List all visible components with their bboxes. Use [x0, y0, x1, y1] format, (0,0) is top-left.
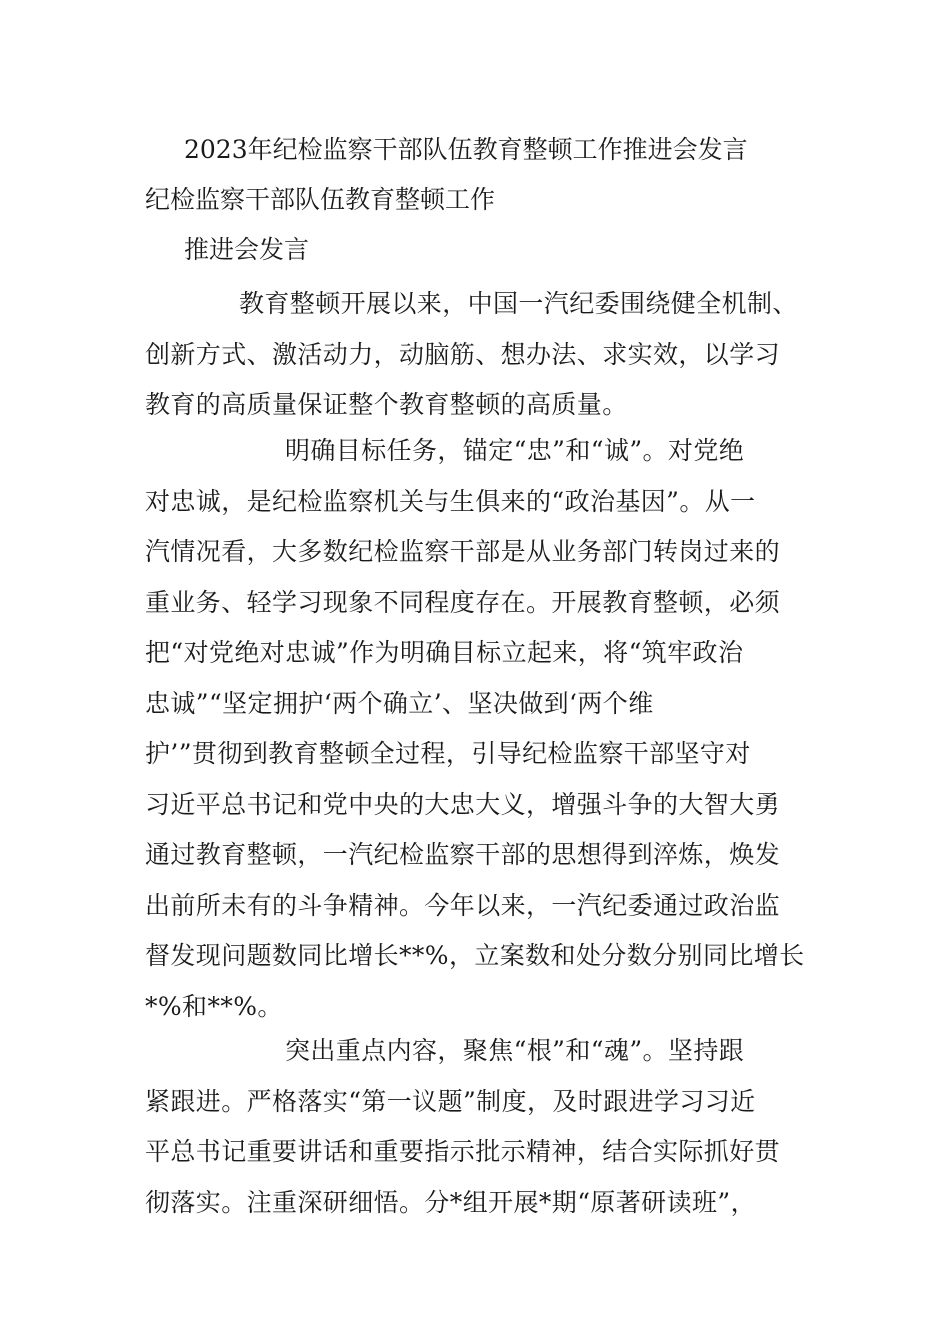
paragraph-line: 通过教育整顿，一汽纪检监察干部的思想得到淬炼，焕发	[145, 840, 781, 869]
paragraph-line: 督发现问题数同比增长**%，立案数和处分数分别同比增长	[145, 941, 805, 970]
paragraph-line: 出前所未有的斗争精神。今年以来，一汽纪委通过政治监	[145, 890, 781, 920]
document-subtitle-line-1: 纪检监察干部队伍教育整顿工作	[145, 185, 496, 214]
paragraph-line: 创新方式、激活动力，动脑筋、想办法、求实效，以学习	[145, 339, 781, 369]
paragraph-intro	[145, 279, 807, 431]
paragraph-line: 彻落实。注重深研细悟。分*组开展*期“原著研读班”，	[145, 1187, 756, 1217]
paragraph-line: 明确目标任务，锚定“忠”和“诚”。对党绝	[285, 436, 745, 465]
paragraph-goals	[145, 426, 807, 1032]
paragraph-focus	[145, 1026, 807, 1228]
paragraph-line: 紧跟进。严格落实“第一议题”制度，及时跟进学习习近	[145, 1086, 756, 1116]
paragraph-line: 突出重点内容，聚焦“根”和“魂”。坚持跟	[285, 1036, 745, 1065]
document-title: 2023年纪检监察干部队伍教育整顿工作推进会发言	[184, 135, 748, 164]
paragraph-line: 对忠诚，是纪检监察机关与生俱来的“政治基因”。从一	[145, 486, 756, 516]
paragraph-line: 教育的高质量保证整个教育整顿的高质量。	[145, 390, 628, 419]
paragraph-line: 忠诚”“坚定拥护‘两个确立’、坚决做到‘两个维	[145, 688, 654, 718]
document-subtitle-line-2: 推进会发言	[184, 235, 310, 264]
paragraph-line: *%和**%。	[145, 991, 283, 1021]
paragraph-line: 教育整顿开展以来，中国一汽纪委围绕健全机制、	[239, 289, 798, 318]
paragraph-line: 把“对党绝对忠诚”作为明确目标立起来，将“筑牢政治	[145, 638, 744, 667]
paragraph-line: 护’”贯彻到教育整顿全过程，引导纪检监察干部坚守对	[145, 739, 751, 768]
paragraph-line: 汽情况看，大多数纪检监察干部是从业务部门转岗过来的	[145, 537, 781, 566]
paragraph-line: 习近平总书记和党中央的大忠大义，增强斗争的大智大勇	[145, 789, 781, 819]
paragraph-line: 重业务、轻学习现象不同程度存在。开展教育整顿，必须	[145, 587, 781, 617]
paragraph-line: 平总书记重要讲话和重要指示批示精神，结合实际抓好贯	[145, 1137, 781, 1166]
